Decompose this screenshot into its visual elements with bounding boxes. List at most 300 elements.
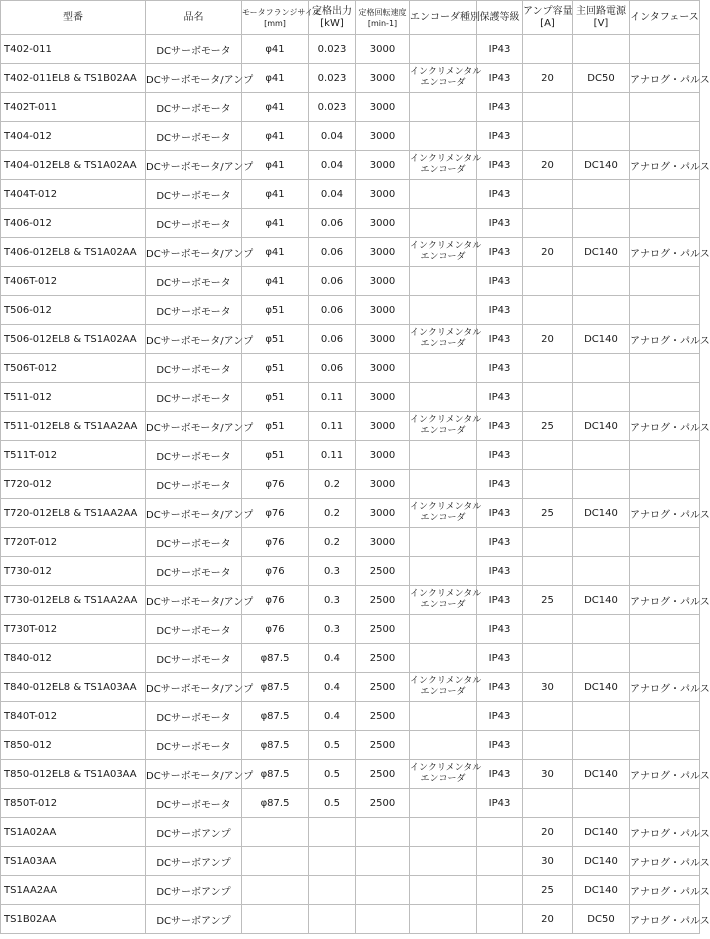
cell-flange	[242, 818, 309, 847]
cell-protection: IP43	[477, 209, 523, 238]
cell-main-power: DC140	[573, 847, 630, 876]
cell-speed: 3000	[356, 325, 410, 354]
cell-interface	[630, 470, 700, 499]
cell-main-power: DC140	[573, 238, 630, 267]
cell-output: 0.11	[309, 383, 356, 412]
cell-model: T730T-012	[1, 615, 146, 644]
encoder-label-line: エンコーダ	[420, 426, 466, 436]
cell-protection: IP43	[477, 93, 523, 122]
cell-interface	[630, 731, 700, 760]
table-row	[1, 441, 700, 470]
cell-speed	[356, 818, 410, 847]
cell-flange: φ76	[242, 470, 309, 499]
cell-interface	[630, 441, 700, 470]
cell-flange: φ87.5	[242, 731, 309, 760]
cell-product: DCサーボモータ	[146, 441, 242, 470]
cell-model: T850-012EL8 & TS1A03AA	[1, 760, 146, 789]
cell-main-power	[573, 557, 630, 586]
cell-speed: 3000	[356, 441, 410, 470]
cell-main-power	[573, 383, 630, 412]
cell-output: 0.023	[309, 93, 356, 122]
cell-flange: φ87.5	[242, 644, 309, 673]
cell-flange	[242, 847, 309, 876]
encoder-type-line: インクリメンタル	[410, 328, 482, 338]
cell-interface	[630, 267, 700, 296]
cell-output: 0.04	[309, 180, 356, 209]
cell-model: T720-012	[1, 470, 146, 499]
table-row	[1, 238, 700, 267]
cell-model: T506-012	[1, 296, 146, 325]
cell-amp-capacity: 20	[523, 905, 573, 934]
table-row	[1, 731, 700, 760]
cell-product: DCサーボモータ/アンプ	[146, 499, 242, 528]
cell-output	[309, 905, 356, 934]
cell-amp-capacity: 25	[523, 412, 573, 441]
cell-main-power	[573, 470, 630, 499]
cell-main-power	[573, 296, 630, 325]
cell-protection: IP43	[477, 122, 523, 151]
cell-amp-capacity	[523, 731, 573, 760]
cell-main-power	[573, 180, 630, 209]
cell-protection	[477, 847, 523, 876]
cell-output: 0.023	[309, 35, 356, 64]
cell-protection: IP43	[477, 702, 523, 731]
table-row	[1, 760, 700, 789]
header-speed	[356, 1, 410, 35]
cell-interface: アナログ・パルス	[630, 818, 700, 847]
cell-product: DCサーボモータ/アンプ	[146, 325, 242, 354]
cell-flange: φ76	[242, 586, 309, 615]
cell-speed: 2500	[356, 702, 410, 731]
cell-interface	[630, 383, 700, 412]
cell-encoder	[410, 731, 477, 760]
header-flange-label: モータフランジサイズ	[242, 7, 321, 17]
header-speed-unit: [min-1]	[367, 18, 398, 28]
cell-model: T511-012	[1, 383, 146, 412]
cell-main-power: DC140	[573, 586, 630, 615]
cell-amp-capacity: 20	[523, 325, 573, 354]
table-row	[1, 847, 700, 876]
cell-encoder	[410, 209, 477, 238]
cell-product: DCサーボモータ	[146, 93, 242, 122]
cell-encoder	[410, 180, 477, 209]
cell-speed: 3000	[356, 35, 410, 64]
table-body	[1, 35, 710, 934]
cell-speed: 3000	[356, 383, 410, 412]
cell-interface	[630, 122, 700, 151]
cell-flange: φ51	[242, 296, 309, 325]
cell-encoder	[410, 238, 482, 267]
cell-amp-capacity: 20	[523, 151, 573, 180]
cell-flange: φ51	[242, 354, 309, 383]
encoder-type-line: インクリメンタル	[410, 502, 482, 512]
cell-product: DCサーボモータ/アンプ	[146, 673, 242, 702]
cell-protection: IP43	[477, 267, 523, 296]
cell-product: DCサーボモータ	[146, 644, 242, 673]
cell-model: T840T-012	[1, 702, 146, 731]
cell-speed: 3000	[356, 267, 410, 296]
cell-model: T850T-012	[1, 789, 146, 818]
table-row	[1, 673, 700, 702]
cell-flange: φ76	[242, 499, 309, 528]
cell-product: DCサーボモータ	[146, 35, 242, 64]
cell-interface: アナログ・パルス	[630, 586, 700, 615]
cell-product: DCサーボモータ	[146, 528, 242, 557]
cell-flange: φ87.5	[242, 760, 309, 789]
cell-amp-capacity	[523, 470, 573, 499]
cell-interface: アナログ・パルス	[630, 673, 700, 702]
cell-product: DCサーボモータ	[146, 267, 242, 296]
cell-interface	[630, 615, 700, 644]
cell-product: DCサーボモータ	[146, 296, 242, 325]
cell-output: 0.4	[309, 673, 356, 702]
cell-output	[309, 818, 356, 847]
cell-encoder	[410, 122, 477, 151]
cell-product: DCサーボアンプ	[146, 847, 242, 876]
table-row	[1, 702, 700, 731]
cell-amp-capacity	[523, 35, 573, 64]
cell-output: 0.06	[309, 296, 356, 325]
cell-encoder	[410, 760, 482, 789]
cell-product: DCサーボモータ/アンプ	[146, 64, 242, 93]
cell-protection	[477, 818, 523, 847]
cell-protection: IP43	[477, 499, 523, 528]
encoder-label-line: エンコーダ	[420, 78, 466, 88]
cell-protection: IP43	[477, 35, 523, 64]
cell-amp-capacity	[523, 383, 573, 412]
table-row	[1, 615, 700, 644]
cell-output: 0.04	[309, 122, 356, 151]
encoder-label-line: エンコーダ	[420, 339, 466, 349]
cell-output: 0.04	[309, 151, 356, 180]
cell-speed: 2500	[356, 760, 410, 789]
cell-encoder	[410, 528, 477, 557]
cell-amp-capacity: 30	[523, 847, 573, 876]
cell-model: T406T-012	[1, 267, 146, 296]
cell-interface	[630, 789, 700, 818]
cell-interface: アナログ・パルス	[630, 412, 700, 441]
cell-encoder	[410, 876, 477, 905]
table-row	[1, 267, 700, 296]
cell-speed: 2500	[356, 644, 410, 673]
cell-main-power: DC140	[573, 818, 630, 847]
cell-main-power: DC140	[573, 673, 630, 702]
cell-interface: アナログ・パルス	[630, 325, 700, 354]
cell-flange: φ87.5	[242, 702, 309, 731]
cell-protection: IP43	[477, 383, 523, 412]
cell-speed: 3000	[356, 238, 410, 267]
header-product: 品名	[146, 1, 242, 35]
cell-output: 0.2	[309, 528, 356, 557]
encoder-label-line: エンコーダ	[420, 165, 466, 175]
cell-speed: 2500	[356, 615, 410, 644]
cell-model: T406-012EL8 & TS1A02AA	[1, 238, 146, 267]
table-row	[1, 412, 700, 441]
cell-model: T404-012	[1, 122, 146, 151]
cell-encoder	[410, 151, 482, 180]
cell-encoder	[410, 702, 477, 731]
cell-product: DCサーボアンプ	[146, 818, 242, 847]
cell-flange: φ51	[242, 441, 309, 470]
cell-product: DCサーボモータ/アンプ	[146, 238, 242, 267]
cell-model: T720T-012	[1, 528, 146, 557]
cell-product: DCサーボモータ	[146, 702, 242, 731]
header-main-power	[573, 1, 630, 35]
cell-model: T730-012	[1, 557, 146, 586]
cell-flange: φ51	[242, 325, 309, 354]
cell-amp-capacity	[523, 557, 573, 586]
cell-protection: IP43	[477, 673, 523, 702]
cell-interface	[630, 35, 700, 64]
table-row	[1, 325, 700, 354]
cell-amp-capacity: 20	[523, 238, 573, 267]
cell-product: DCサーボモータ	[146, 180, 242, 209]
table-row	[1, 35, 700, 64]
table-row	[1, 905, 700, 934]
table-row	[1, 151, 700, 180]
cell-main-power: DC140	[573, 760, 630, 789]
table-row	[1, 180, 700, 209]
cell-model: T402T-011	[1, 93, 146, 122]
header-row	[1, 1, 700, 35]
cell-interface: アナログ・パルス	[630, 876, 700, 905]
cell-interface: アナログ・パルス	[630, 64, 700, 93]
cell-speed: 2500	[356, 586, 410, 615]
header-output-unit: [kW]	[320, 17, 344, 29]
header-output-label: 定格出力	[312, 5, 352, 17]
encoder-type-line: インクリメンタル	[410, 154, 482, 164]
cell-speed	[356, 876, 410, 905]
cell-protection: IP43	[477, 180, 523, 209]
cell-flange: φ41	[242, 209, 309, 238]
cell-encoder	[410, 325, 482, 354]
table-row	[1, 499, 700, 528]
cell-output	[309, 876, 356, 905]
header-flange	[242, 1, 321, 35]
cell-encoder	[410, 789, 477, 818]
cell-output: 0.06	[309, 209, 356, 238]
table-row	[1, 209, 700, 238]
cell-protection: IP43	[477, 615, 523, 644]
cell-main-power: DC140	[573, 325, 630, 354]
cell-main-power	[573, 528, 630, 557]
cell-interface: アナログ・パルス	[630, 151, 700, 180]
header-output	[309, 1, 356, 35]
cell-encoder	[410, 267, 477, 296]
cell-speed: 2500	[356, 557, 410, 586]
cell-amp-capacity: 20	[523, 818, 573, 847]
cell-protection: IP43	[477, 412, 523, 441]
cell-protection: IP43	[477, 470, 523, 499]
cell-output: 0.2	[309, 470, 356, 499]
encoder-label-line: エンコーダ	[420, 252, 466, 262]
cell-flange: φ41	[242, 180, 309, 209]
cell-model: T506-012EL8 & TS1A02AA	[1, 325, 146, 354]
cell-model: T850-012	[1, 731, 146, 760]
cell-model: TS1B02AA	[1, 905, 146, 934]
cell-protection: IP43	[477, 354, 523, 383]
cell-protection: IP43	[477, 789, 523, 818]
cell-encoder	[410, 64, 482, 93]
cell-interface	[630, 296, 700, 325]
cell-model: TS1A02AA	[1, 818, 146, 847]
cell-flange: φ41	[242, 93, 309, 122]
header-amp-unit: [A]	[540, 17, 555, 29]
cell-main-power	[573, 441, 630, 470]
cell-amp-capacity	[523, 615, 573, 644]
cell-protection: IP43	[477, 441, 523, 470]
cell-speed: 3000	[356, 151, 410, 180]
cell-output: 0.4	[309, 702, 356, 731]
cell-speed	[356, 847, 410, 876]
cell-output: 0.5	[309, 731, 356, 760]
cell-flange: φ41	[242, 151, 309, 180]
cell-encoder	[410, 93, 477, 122]
cell-flange: φ76	[242, 528, 309, 557]
cell-flange: φ41	[242, 122, 309, 151]
cell-model: T720-012EL8 & TS1AA2AA	[1, 499, 146, 528]
cell-output	[309, 847, 356, 876]
cell-flange: φ76	[242, 615, 309, 644]
cell-encoder	[410, 441, 477, 470]
cell-main-power	[573, 267, 630, 296]
cell-main-power	[573, 354, 630, 383]
cell-amp-capacity: 20	[523, 64, 573, 93]
cell-main-power: DC140	[573, 499, 630, 528]
cell-speed: 3000	[356, 180, 410, 209]
cell-main-power	[573, 789, 630, 818]
cell-main-power	[573, 35, 630, 64]
cell-flange: φ87.5	[242, 673, 309, 702]
table-row	[1, 789, 700, 818]
cell-main-power: DC140	[573, 876, 630, 905]
cell-protection: IP43	[477, 325, 523, 354]
header-speed-label: 定格回転速度	[358, 7, 407, 17]
cell-flange	[242, 876, 309, 905]
header-model: 型番	[1, 1, 146, 35]
header-power-label: 主回路電源	[576, 5, 626, 17]
cell-amp-capacity	[523, 93, 573, 122]
cell-speed: 3000	[356, 64, 410, 93]
encoder-label-line: エンコーダ	[420, 600, 466, 610]
encoder-type-line: インクリメンタル	[410, 676, 482, 686]
cell-model: T840-012EL8 & TS1A03AA	[1, 673, 146, 702]
cell-encoder	[410, 557, 477, 586]
cell-amp-capacity: 30	[523, 760, 573, 789]
cell-output: 0.06	[309, 325, 356, 354]
header-amp-label: アンプ容量	[523, 5, 573, 17]
cell-main-power: DC140	[573, 151, 630, 180]
cell-amp-capacity	[523, 644, 573, 673]
cell-encoder	[410, 847, 477, 876]
cell-output: 0.06	[309, 267, 356, 296]
cell-main-power	[573, 644, 630, 673]
cell-model: TS1AA2AA	[1, 876, 146, 905]
cell-amp-capacity: 30	[523, 673, 573, 702]
cell-model: T404-012EL8 & TS1A02AA	[1, 151, 146, 180]
cell-amp-capacity	[523, 296, 573, 325]
cell-encoder	[410, 818, 477, 847]
encoder-label-line: エンコーダ	[420, 687, 466, 697]
cell-speed: 3000	[356, 122, 410, 151]
cell-speed: 2500	[356, 673, 410, 702]
cell-product: DCサーボモータ	[146, 615, 242, 644]
cell-encoder	[410, 354, 477, 383]
cell-amp-capacity	[523, 267, 573, 296]
cell-flange: φ41	[242, 267, 309, 296]
cell-product: DCサーボモータ	[146, 383, 242, 412]
cell-interface	[630, 644, 700, 673]
cell-model: T406-012	[1, 209, 146, 238]
cell-main-power	[573, 702, 630, 731]
cell-speed: 2500	[356, 789, 410, 818]
cell-output: 0.06	[309, 354, 356, 383]
cell-speed: 3000	[356, 209, 410, 238]
cell-encoder	[410, 412, 482, 441]
cell-encoder	[410, 644, 477, 673]
cell-amp-capacity	[523, 122, 573, 151]
cell-output: 0.3	[309, 586, 356, 615]
encoder-label-line: エンコーダ	[420, 774, 466, 784]
cell-encoder	[410, 586, 482, 615]
cell-speed: 2500	[356, 731, 410, 760]
cell-product: DCサーボモータ	[146, 354, 242, 383]
header-interface: インタフェース	[630, 1, 700, 35]
cell-product: DCサーボモータ/アンプ	[146, 586, 242, 615]
cell-interface	[630, 209, 700, 238]
table-row	[1, 93, 700, 122]
table-row	[1, 557, 700, 586]
cell-model: T511T-012	[1, 441, 146, 470]
cell-model: T840-012	[1, 644, 146, 673]
cell-model: T511-012EL8 & TS1AA2AA	[1, 412, 146, 441]
cell-main-power: DC50	[573, 905, 630, 934]
table-row	[1, 644, 700, 673]
cell-protection: IP43	[477, 760, 523, 789]
table-row	[1, 586, 700, 615]
cell-amp-capacity	[523, 180, 573, 209]
cell-product: DCサーボモータ	[146, 209, 242, 238]
cell-protection: IP43	[477, 528, 523, 557]
cell-interface	[630, 702, 700, 731]
cell-flange: φ41	[242, 238, 309, 267]
cell-encoder	[410, 470, 477, 499]
cell-model: TS1A03AA	[1, 847, 146, 876]
cell-protection: IP43	[477, 64, 523, 93]
cell-interface: アナログ・パルス	[630, 499, 700, 528]
cell-speed: 3000	[356, 93, 410, 122]
header-protection: 保護等級	[477, 1, 523, 35]
cell-output: 0.3	[309, 615, 356, 644]
table-row	[1, 470, 700, 499]
cell-output: 0.11	[309, 412, 356, 441]
cell-product: DCサーボモータ/アンプ	[146, 760, 242, 789]
cell-interface: アナログ・パルス	[630, 238, 700, 267]
table-row	[1, 64, 700, 93]
encoder-type-line: インクリメンタル	[410, 589, 482, 599]
cell-speed: 3000	[356, 528, 410, 557]
cell-product: DCサーボモータ/アンプ	[146, 151, 242, 180]
cell-encoder	[410, 499, 482, 528]
cell-flange: φ51	[242, 412, 309, 441]
cell-protection: IP43	[477, 586, 523, 615]
header-power-unit: [V]	[593, 17, 609, 29]
cell-interface	[630, 528, 700, 557]
cell-output: 0.11	[309, 441, 356, 470]
cell-encoder	[410, 383, 477, 412]
cell-main-power	[573, 209, 630, 238]
cell-flange	[242, 905, 309, 934]
